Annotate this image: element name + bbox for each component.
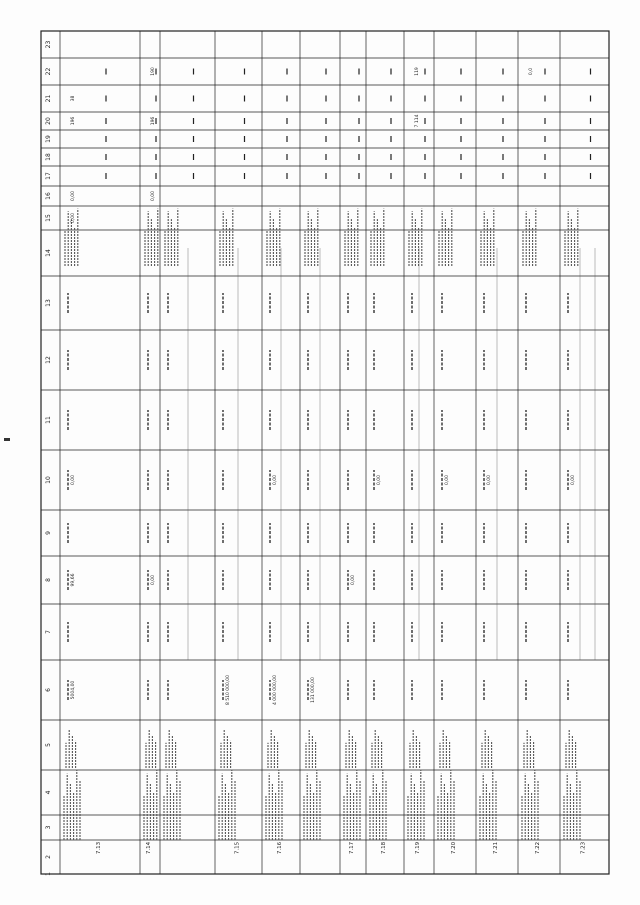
- cell-value: 0,00: [377, 474, 382, 486]
- column-number-label: 13: [45, 299, 52, 307]
- row-code-label: 7.13: [96, 841, 102, 855]
- column-number-label: 2: [45, 855, 52, 859]
- cell-value: 99,66: [71, 573, 76, 587]
- cell-value: 0,00: [351, 574, 356, 586]
- column-number-label: 4: [45, 790, 52, 795]
- cell-value: 8 510 000,00: [226, 674, 231, 706]
- column-number-label: 7: [45, 630, 52, 634]
- column-number-label: 5: [45, 743, 52, 747]
- column-number-label: 15: [45, 214, 52, 222]
- row-code-label: 7.17: [349, 841, 355, 855]
- column-number-label: 3: [45, 825, 52, 830]
- cell-value: 0,00: [445, 474, 450, 486]
- row-code-label: 7.18: [381, 841, 387, 855]
- column-number-label: 20: [45, 117, 52, 125]
- cell-value: 0,00: [273, 474, 278, 486]
- row-code-label: 7.19: [415, 841, 421, 855]
- cell-value: 0,00: [571, 474, 576, 486]
- table-frame: [41, 31, 609, 874]
- column-number-label: 14: [45, 249, 52, 257]
- cell-value: 0,00: [151, 574, 156, 586]
- column-number-label: 1: [45, 872, 52, 876]
- cell-value: 196: [151, 116, 156, 126]
- column-number-label: 12: [45, 356, 52, 364]
- cell-value: 190: [151, 67, 156, 76]
- cell-value: 0,00: [71, 212, 76, 224]
- row-code-label: 7.16: [277, 841, 283, 855]
- column-number-label: 10: [45, 476, 52, 484]
- cell-value: 119: [415, 67, 420, 76]
- column-number-label: 8: [45, 578, 52, 582]
- column-number-label: 23: [45, 40, 52, 49]
- cell-value: 196: [71, 116, 76, 126]
- cell-value: 0,00: [487, 474, 492, 486]
- row-code-label: 7.14: [146, 841, 152, 855]
- cell-value: 38: [71, 95, 76, 102]
- column-number-label: 11: [45, 416, 52, 424]
- column-number-label: 19: [45, 135, 52, 143]
- cell-value: 0,00: [151, 190, 156, 202]
- row-code-label: 7.21: [493, 841, 499, 855]
- column-number-label: 6: [45, 688, 52, 692]
- cell-value: 0,0: [529, 67, 534, 76]
- cell-value: 131 000,00: [311, 677, 316, 703]
- column-number-label: 9: [45, 531, 52, 535]
- column-number-label: 16: [45, 192, 52, 200]
- cell-value: 5004,00: [71, 680, 76, 700]
- row-code-label: 7.23: [580, 841, 587, 855]
- column-number-label: 21: [45, 94, 52, 103]
- column-number-label: 22: [45, 67, 52, 76]
- row-code-label: 7.22: [535, 841, 541, 855]
- cell-value: 7 114: [415, 114, 420, 128]
- cell-value: 4 000 000,00: [273, 674, 278, 706]
- cell-value: 0,00: [71, 190, 76, 202]
- row-code-label: 7.20: [451, 841, 457, 855]
- column-number-label: 18: [45, 153, 52, 161]
- row-code-label: 7.15: [234, 841, 241, 855]
- cell-value: 0,00: [71, 474, 76, 486]
- column-number-label: 17: [45, 172, 52, 180]
